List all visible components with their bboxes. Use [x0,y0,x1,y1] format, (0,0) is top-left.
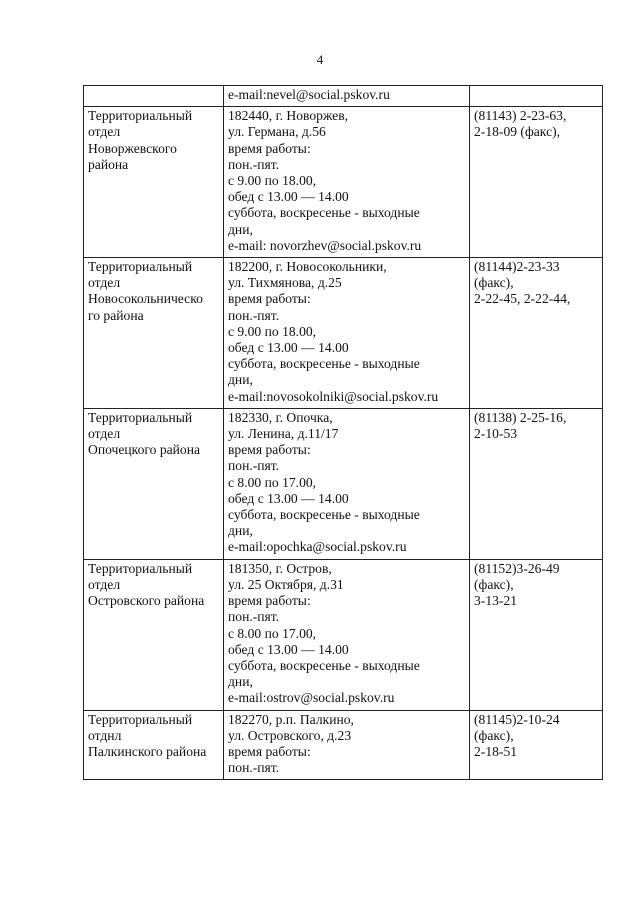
office-name-cell [84,258,224,409]
address-cell [224,86,470,107]
phones-line: 2-10-53 [474,426,518,442]
address-cell [224,258,470,409]
office-name-line: Новосокольническо [88,291,203,307]
address-line: ул. Германа, д.56 [228,124,326,140]
address-line: дни, [228,523,253,539]
address-line: пон.-пят. [228,307,280,323]
offices-table [83,85,603,780]
phones-line: 2-18-09 (факс), [474,124,561,140]
address-line: e-mail:ostrov@social.pskov.ru [228,690,395,706]
office-name-line: Новоржевского [88,140,177,156]
address-line: ул. 25 Октября, д.31 [228,576,344,592]
phones-line: (81143) 2-23-63, [474,108,567,124]
address-line: пон.-пят. [228,156,280,172]
address-line: обед с 13.00 — 14.00 [228,490,349,506]
office-name-line: отдел [88,124,121,140]
address-line: дни, [228,674,253,690]
phones-line: 2-18-51 [474,743,518,759]
address-line: 182330, г. Опочка, [228,409,333,425]
office-name-line: отднл [88,727,122,743]
address-line: ул. Островского, д.23 [228,727,352,743]
table-row [84,408,603,559]
phones-line: 2-22-45, 2-22-44, [474,291,571,307]
office-name-line: Опочецкого района [88,442,201,458]
address-line: обед с 13.00 — 14.00 [228,641,349,657]
phones-cell [470,559,603,710]
address-line: с 8.00 по 17.00, [228,474,317,490]
office-name-line: Территориальный [88,409,193,425]
address-line: e-mail: novorzhev@social.pskov.ru [228,237,422,253]
address-line: ул. Тихмянова, д.25 [228,275,342,291]
address-cell [224,107,470,258]
office-name-cell [84,710,224,780]
office-name-line: Территориальный [88,108,193,124]
address-line: суббота, воскресенье - выходные [228,205,420,221]
office-name-line: Палкинского района [88,743,207,759]
office-name-line: Территориальный [88,711,193,727]
phones-line: (81144)2-23-33 [474,259,560,275]
office-name-line: Островского района [88,593,205,609]
address-line: суббота, воскресенье - выходные [228,507,420,523]
page-number: 4 [316,52,324,67]
address-line: e-mail:nevel@social.pskov.ru [228,87,390,102]
phones-cell [470,107,603,258]
address-line: e-mail:novosokolniki@social.pskov.ru [228,388,439,404]
table-row [84,86,603,107]
phones-cell [470,258,603,409]
address-line: суббота, воскресенье - выходные [228,657,420,673]
address-line: 181350, г. Остров, [228,560,332,576]
address-line: с 8.00 по 17.00, [228,625,317,641]
address-line: время работы: [228,442,311,458]
phones-cell [470,710,603,780]
office-name-cell [84,107,224,258]
phones-line: (81138) 2-25-16, [474,409,567,425]
office-name-line: отдел [88,426,121,442]
office-name-line: го района [88,307,144,323]
address-line: пон.-пят. [228,760,280,776]
address-line: 182270, р.п. Палкино, [228,711,354,727]
address-line: время работы: [228,593,311,609]
phones-line: (факс), [474,275,514,291]
phones-cell [470,408,603,559]
address-line: ул. Ленина, д.11/17 [228,426,339,442]
address-line: с 9.00 по 18.00, [228,173,317,189]
address-line: e-mail:opochka@social.pskov.ru [228,539,407,555]
address-cell [224,559,470,710]
phones-line: 3-13-21 [474,593,518,609]
address-cell [224,408,470,559]
phones-cell [470,86,603,107]
office-name-line: отдел [88,576,121,592]
office-name-line: района [88,156,129,172]
office-name-line: отдел [88,275,121,291]
address-line: суббота, воскресенье - выходные [228,356,420,372]
phones-line: (81145)2-10-24 [474,711,560,727]
address-line: время работы: [228,140,311,156]
phones-line: (факс), [474,727,514,743]
table-row [84,710,603,780]
address-line: 182440, г. Новоржев, [228,108,349,124]
address-line: дни, [228,221,253,237]
table-row [84,559,603,710]
address-line: пон.-пят. [228,609,280,625]
address-line: обед с 13.00 — 14.00 [228,189,349,205]
phones-line: (факс), [474,576,514,592]
office-name-cell [84,559,224,710]
address-line: 182200, г. Новосокольники, [228,259,387,275]
office-name-line: Территориальный [88,560,193,576]
table-row [84,107,603,258]
table-row [84,258,603,409]
phones-line: (81152)3-26-49 [474,560,560,576]
address-line: пон.-пят. [228,458,280,474]
address-line: время работы: [228,291,311,307]
offices-table-body [84,86,603,780]
address-line: дни, [228,372,253,388]
office-name-line: Территориальный [88,259,193,275]
office-name-cell [84,86,224,107]
address-line: обед с 13.00 — 14.00 [228,340,349,356]
address-line: время работы: [228,743,311,759]
office-name-cell [84,408,224,559]
address-line: с 9.00 по 18.00, [228,323,317,339]
address-cell [224,710,470,780]
